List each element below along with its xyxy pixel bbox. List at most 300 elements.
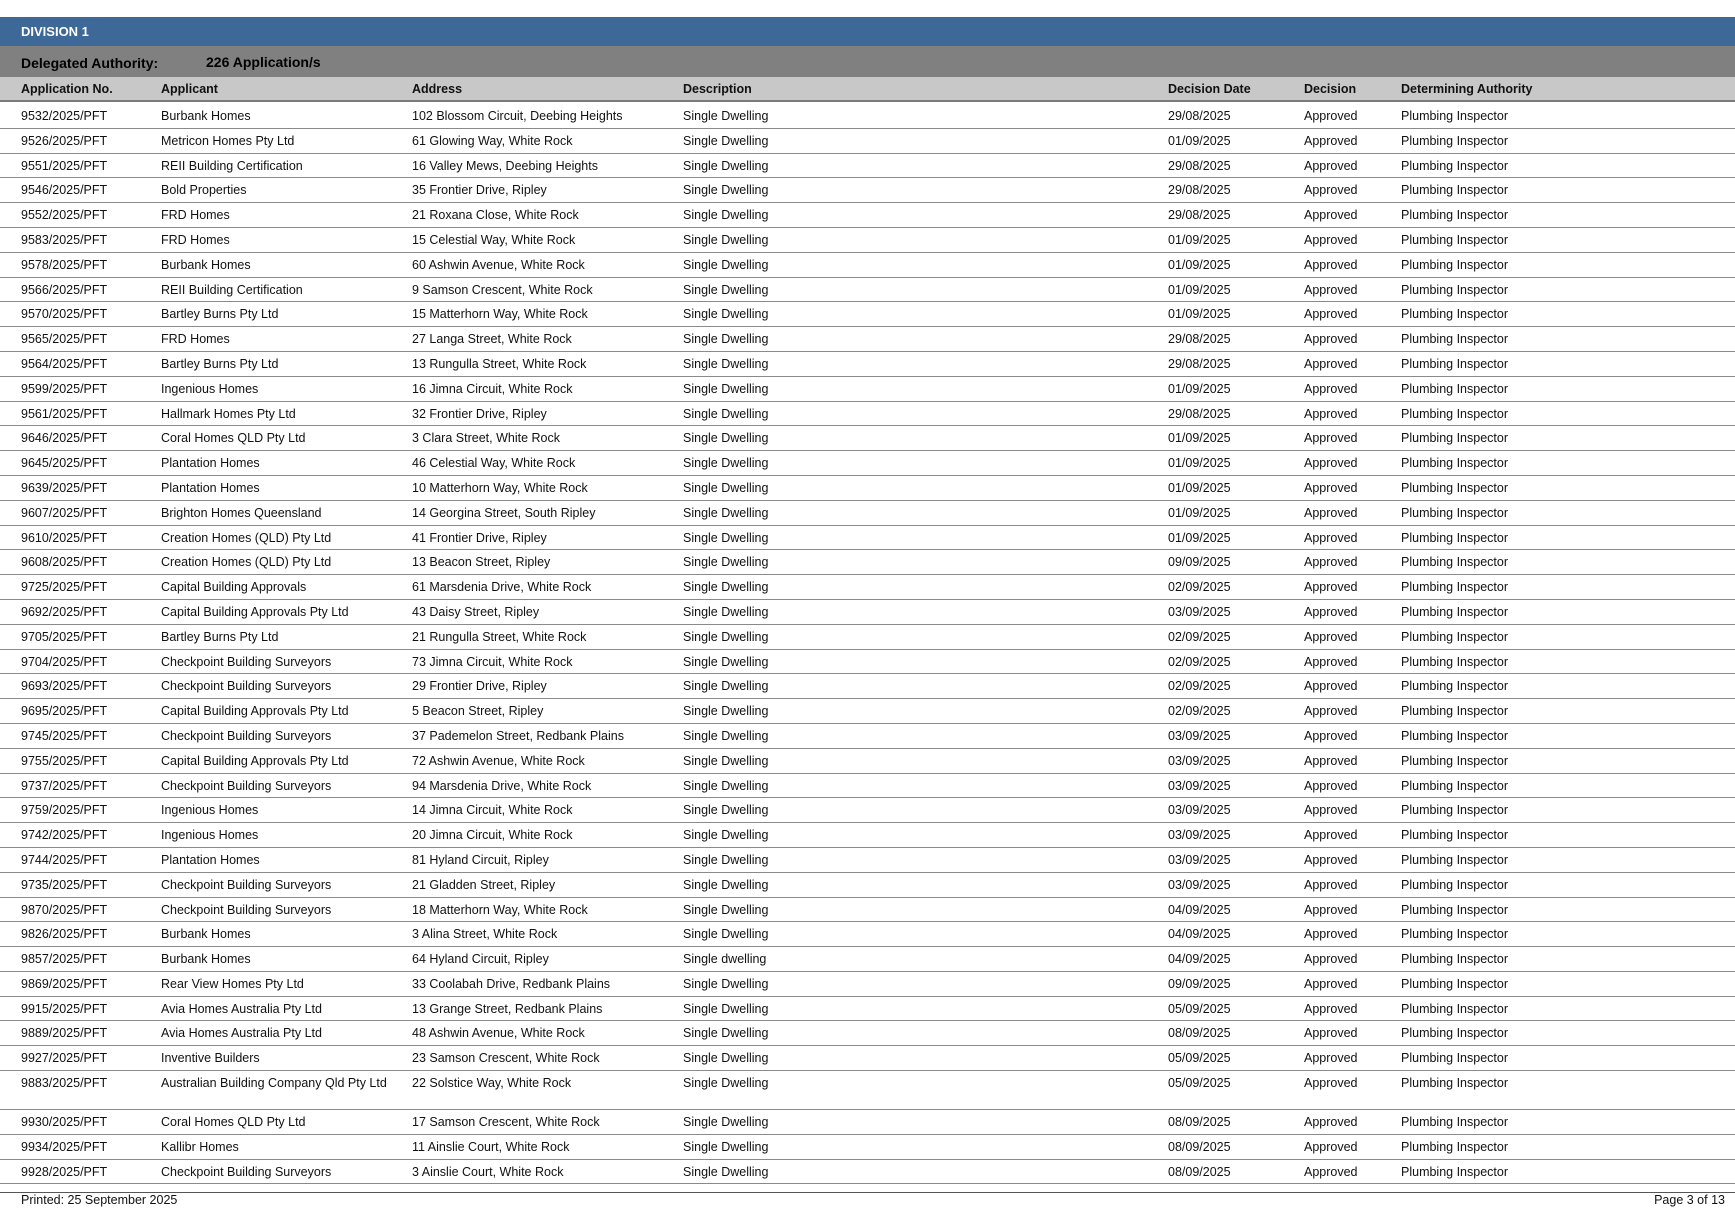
delegated-authority-bar [0,46,1735,77]
table-row [0,550,1735,575]
table-row [0,1110,1735,1135]
cell-description: Single Dwelling [683,505,769,520]
cell-applicant: Coral Homes QLD Pty Ltd [161,431,306,446]
cell-decision: Approved [1304,1076,1358,1091]
cell-applicant: Plantation Homes [161,852,260,867]
cell-description: Single Dwelling [683,232,769,247]
printed-date: Printed: 25 September 2025 [21,1193,178,1207]
cell-determining-authority: Plumbing Inspector [1401,456,1509,471]
cell-decision-date: 01/09/2025 [1168,381,1231,396]
cell-determining-authority: Plumbing Inspector [1401,828,1509,843]
cell-address: 18 Matterhorn Way, White Rock [412,902,588,917]
cell-determining-authority: Plumbing Inspector [1401,381,1509,396]
cell-application-no: 9704/2025/PFT [21,654,108,669]
table-row [0,575,1735,600]
cell-applicant: Capital Building Approvals Pty Ltd [161,704,349,719]
cell-decision-date: 01/09/2025 [1168,456,1231,471]
table-row [0,178,1735,203]
cell-decision-date: 03/09/2025 [1168,753,1231,768]
cell-determining-authority: Plumbing Inspector [1401,1076,1509,1091]
cell-application-no: 9532/2025/PFT [21,109,108,123]
cell-description: Single Dwelling [683,1026,769,1041]
cell-application-no: 9745/2025/PFT [21,728,108,743]
cell-decision: Approved [1304,381,1358,396]
cell-determining-authority: Plumbing Inspector [1401,332,1509,347]
table-row [0,1160,1735,1185]
cell-determining-authority: Plumbing Inspector [1401,1026,1509,1041]
cell-application-no: 9705/2025/PFT [21,629,108,644]
cell-application-no: 9561/2025/PFT [21,406,108,421]
cell-application-no: 9565/2025/PFT [21,332,108,347]
cell-determining-authority: Plumbing Inspector [1401,109,1509,123]
table-row [0,526,1735,551]
cell-decision: Approved [1304,456,1358,471]
cell-description: Single Dwelling [683,1076,769,1091]
cell-address: 21 Gladden Street, Ripley [412,877,556,892]
cell-address: 27 Langa Street, White Rock [412,332,572,347]
cell-decision-date: 08/09/2025 [1168,1139,1231,1154]
cell-address: 29 Frontier Drive, Ripley [412,679,547,694]
cell-address: 3 Ainslie Court, White Rock [412,1164,564,1179]
table-row [0,749,1735,774]
cell-application-no: 9608/2025/PFT [21,555,108,570]
table-row [0,253,1735,278]
cell-address: 41 Frontier Drive, Ripley [412,530,547,545]
cell-address: 32 Frontier Drive, Ripley [412,406,547,421]
cell-decision: Approved [1304,1115,1358,1130]
cell-determining-authority: Plumbing Inspector [1401,530,1509,545]
cell-description: Single Dwelling [683,803,769,818]
cell-applicant: Rear View Homes Pty Ltd [161,976,304,991]
cell-address: 23 Samson Crescent, White Rock [412,1051,600,1066]
cell-description: Single Dwelling [683,257,769,272]
cell-applicant: Hallmark Homes Pty Ltd [161,406,296,421]
cell-determining-authority: Plumbing Inspector [1401,728,1509,743]
division-title: DIVISION 1 [0,17,1735,46]
cell-description: Single Dwelling [683,728,769,743]
cell-decision-date: 02/09/2025 [1168,679,1231,694]
cell-determining-authority: Plumbing Inspector [1401,356,1509,371]
cell-applicant: Capital Building Approvals [161,580,307,595]
cell-applicant: Avia Homes Australia Pty Ltd [161,1026,322,1041]
table-row [0,476,1735,501]
cell-address: 11 Ainslie Court, White Rock [412,1139,570,1154]
table-row [0,501,1735,526]
cell-application-no: 9869/2025/PFT [21,976,108,991]
cell-decision: Approved [1304,282,1358,297]
cell-decision-date: 04/09/2025 [1168,952,1231,967]
cell-decision: Approved [1304,679,1358,694]
cell-decision-date: 03/09/2025 [1168,778,1231,793]
cell-application-no: 9570/2025/PFT [21,307,108,322]
cell-decision-date: 03/09/2025 [1168,803,1231,818]
cell-application-no: 9737/2025/PFT [21,778,108,793]
cell-description: Single Dwelling [683,109,769,123]
table-row [0,798,1735,823]
page-number: Page 3 of 13 [1654,1193,1725,1207]
cell-determining-authority: Plumbing Inspector [1401,803,1509,818]
cell-applicant: Burbank Homes [161,257,251,272]
cell-applicant: Capital Building Approvals Pty Ltd [161,604,349,619]
cell-address: 61 Glowing Way, White Rock [412,133,573,148]
table-row [0,426,1735,451]
table-row [0,278,1735,303]
cell-applicant: Creation Homes (QLD) Pty Ltd [161,555,332,570]
cell-determining-authority: Plumbing Inspector [1401,580,1509,595]
cell-application-no: 9564/2025/PFT [21,356,108,371]
table-row [0,327,1735,352]
cell-decision: Approved [1304,852,1358,867]
cell-description: Single Dwelling [683,902,769,917]
cell-decision: Approved [1304,480,1358,495]
cell-decision-date: 05/09/2025 [1168,1076,1231,1091]
cell-determining-authority: Plumbing Inspector [1401,133,1509,148]
table-row [0,1021,1735,1046]
table-row [0,898,1735,923]
cell-decision-date: 08/09/2025 [1168,1026,1231,1041]
cell-address: 64 Hyland Circuit, Ripley [412,952,549,967]
cell-application-no: 9915/2025/PFT [21,1001,108,1016]
cell-application-no: 9928/2025/PFT [21,1164,108,1179]
table-row [0,848,1735,873]
cell-application-no: 9646/2025/PFT [21,431,108,446]
cell-determining-authority: Plumbing Inspector [1401,183,1509,198]
cell-address: 43 Daisy Street, Ripley [412,604,540,619]
cell-description: Single Dwelling [683,1051,769,1066]
table-row [0,625,1735,650]
cell-decision-date: 04/09/2025 [1168,927,1231,942]
cell-determining-authority: Plumbing Inspector [1401,406,1509,421]
column-header-decision-date: Decision Date [1168,82,1251,96]
cell-determining-authority: Plumbing Inspector [1401,704,1509,719]
cell-description: Single Dwelling [683,753,769,768]
cell-address: 16 Jimna Circuit, White Rock [412,381,573,396]
cell-determining-authority: Plumbing Inspector [1401,1115,1509,1130]
cell-decision: Approved [1304,208,1358,223]
cell-decision-date: 29/08/2025 [1168,332,1231,347]
cell-applicant: Brighton Homes Queensland [161,505,322,520]
cell-address: 35 Frontier Drive, Ripley [412,183,547,198]
cell-description: Single Dwelling [683,158,769,173]
cell-determining-authority: Plumbing Inspector [1401,952,1509,967]
table-row [0,352,1735,377]
cell-decision: Approved [1304,580,1358,595]
cell-decision: Approved [1304,629,1358,644]
cell-application-no: 9578/2025/PFT [21,257,108,272]
cell-decision: Approved [1304,654,1358,669]
cell-description: Single dwelling [683,952,767,967]
footer-divider [0,1192,1735,1193]
cell-description: Single Dwelling [683,604,769,619]
cell-determining-authority: Plumbing Inspector [1401,1001,1509,1016]
cell-determining-authority: Plumbing Inspector [1401,902,1509,917]
cell-decision: Approved [1304,183,1358,198]
cell-applicant: Creation Homes (QLD) Pty Ltd [161,530,332,545]
cell-application-no: 9883/2025/PFT [21,1076,108,1091]
cell-decision: Approved [1304,927,1358,942]
table-row [0,377,1735,402]
cell-applicant: Checkpoint Building Surveyors [161,877,332,892]
cell-applicant: Checkpoint Building Surveyors [161,778,332,793]
cell-address: 60 Ashwin Avenue, White Rock [412,257,585,272]
cell-decision: Approved [1304,604,1358,619]
cell-decision-date: 01/09/2025 [1168,232,1231,247]
cell-application-no: 9857/2025/PFT [21,952,108,967]
cell-decision-date: 02/09/2025 [1168,704,1231,719]
table-row [0,600,1735,625]
cell-decision-date: 01/09/2025 [1168,282,1231,297]
cell-address: 73 Jimna Circuit, White Rock [412,654,573,669]
cell-address: 15 Celestial Way, White Rock [412,232,576,247]
cell-application-no: 9607/2025/PFT [21,505,108,520]
cell-determining-authority: Plumbing Inspector [1401,158,1509,173]
cell-applicant: Ingenious Homes [161,828,259,843]
cell-application-no: 9870/2025/PFT [21,902,108,917]
cell-decision-date: 29/08/2025 [1168,109,1231,123]
cell-applicant: Burbank Homes [161,927,251,942]
cell-address: 20 Jimna Circuit, White Rock [412,828,573,843]
cell-decision: Approved [1304,257,1358,272]
cell-address: 37 Pademelon Street, Redbank Plains [412,728,624,743]
cell-determining-authority: Plumbing Inspector [1401,282,1509,297]
cell-decision: Approved [1304,356,1358,371]
cell-applicant: Capital Building Approvals Pty Ltd [161,753,349,768]
cell-decision-date: 09/09/2025 [1168,555,1231,570]
table-row [0,203,1735,228]
applications-table-body [0,104,1735,1184]
cell-application-no: 9692/2025/PFT [21,604,108,619]
cell-decision: Approved [1304,505,1358,520]
cell-decision: Approved [1304,158,1358,173]
cell-decision: Approved [1304,1051,1358,1066]
cell-applicant: Checkpoint Building Surveyors [161,654,332,669]
table-row [0,922,1735,947]
cell-decision-date: 03/09/2025 [1168,604,1231,619]
table-row [0,402,1735,427]
cell-decision-date: 29/08/2025 [1168,356,1231,371]
cell-application-no: 9927/2025/PFT [21,1051,108,1066]
cell-address: 14 Georgina Street, South Ripley [412,505,596,520]
cell-application-no: 9930/2025/PFT [21,1115,108,1130]
cell-decision-date: 09/09/2025 [1168,976,1231,991]
cell-address: 102 Blossom Circuit, Deebing Heights [412,109,623,123]
cell-address: 17 Samson Crescent, White Rock [412,1115,600,1130]
cell-decision-date: 04/09/2025 [1168,902,1231,917]
cell-decision-date: 01/09/2025 [1168,307,1231,322]
cell-description: Single Dwelling [683,282,769,297]
cell-decision-date: 29/08/2025 [1168,208,1231,223]
cell-address: 81 Hyland Circuit, Ripley [412,852,549,867]
cell-applicant: REII Building Certification [161,282,303,297]
cell-description: Single Dwelling [683,580,769,595]
cell-determining-authority: Plumbing Inspector [1401,1051,1509,1066]
cell-decision-date: 29/08/2025 [1168,406,1231,421]
cell-applicant: FRD Homes [161,332,230,347]
cell-application-no: 9693/2025/PFT [21,679,108,694]
cell-description: Single Dwelling [683,1164,769,1179]
cell-description: Single Dwelling [683,1001,769,1016]
cell-description: Single Dwelling [683,307,769,322]
cell-application-no: 9552/2025/PFT [21,208,108,223]
cell-applicant: Burbank Homes [161,109,251,123]
cell-description: Single Dwelling [683,530,769,545]
cell-decision-date: 03/09/2025 [1168,728,1231,743]
column-header-address: Address [412,82,463,96]
column-header-decision: Decision [1304,82,1357,96]
cell-description: Single Dwelling [683,1115,769,1130]
cell-applicant: Checkpoint Building Surveyors [161,728,332,743]
cell-applicant: Coral Homes QLD Pty Ltd [161,1115,306,1130]
cell-decision: Approved [1304,232,1358,247]
cell-decision-date: 29/08/2025 [1168,183,1231,198]
cell-applicant: Australian Building Company Qld Pty Ltd [161,1076,387,1091]
cell-address: 94 Marsdenia Drive, White Rock [412,778,592,793]
cell-description: Single Dwelling [683,679,769,694]
cell-address: 10 Matterhorn Way, White Rock [412,480,588,495]
cell-decision: Approved [1304,803,1358,818]
cell-applicant: Burbank Homes [161,952,251,967]
cell-description: Single Dwelling [683,356,769,371]
cell-applicant: Checkpoint Building Surveyors [161,1164,332,1179]
column-header-application-no: Application No. [21,82,113,96]
cell-address: 9 Samson Crescent, White Rock [412,282,593,297]
application-count: 226 Application/s [206,54,321,70]
table-row [0,129,1735,154]
cell-determining-authority: Plumbing Inspector [1401,480,1509,495]
cell-decision-date: 08/09/2025 [1168,1164,1231,1179]
column-header-description: Description [683,82,752,96]
cell-decision: Approved [1304,902,1358,917]
cell-address: 14 Jimna Circuit, White Rock [412,803,573,818]
cell-address: 5 Beacon Street, Ripley [412,704,544,719]
cell-description: Single Dwelling [683,927,769,942]
cell-applicant: Bartley Burns Pty Ltd [161,629,279,644]
cell-decision: Approved [1304,555,1358,570]
cell-application-no: 9526/2025/PFT [21,133,108,148]
cell-decision: Approved [1304,332,1358,347]
cell-decision-date: 01/09/2025 [1168,431,1231,446]
cell-description: Single Dwelling [683,828,769,843]
cell-applicant: FRD Homes [161,208,230,223]
cell-applicant: Inventive Builders [161,1051,260,1066]
cell-decision: Approved [1304,952,1358,967]
table-row [0,1071,1735,1110]
cell-determining-authority: Plumbing Inspector [1401,1164,1509,1179]
cell-decision-date: 02/09/2025 [1168,580,1231,595]
cell-description: Single Dwelling [683,332,769,347]
table-row [0,104,1735,129]
cell-address: 16 Valley Mews, Deebing Heights [412,158,598,173]
cell-application-no: 9645/2025/PFT [21,456,108,471]
table-row [0,1135,1735,1160]
cell-application-no: 9934/2025/PFT [21,1139,108,1154]
cell-description: Single Dwelling [683,208,769,223]
cell-address: 22 Solstice Way, White Rock [412,1076,572,1091]
cell-determining-authority: Plumbing Inspector [1401,629,1509,644]
delegated-authority-label: Delegated Authority: [21,55,159,71]
cell-description: Single Dwelling [683,629,769,644]
cell-decision-date: 03/09/2025 [1168,828,1231,843]
cell-address: 48 Ashwin Avenue, White Rock [412,1026,585,1041]
table-header [0,77,1735,102]
cell-decision-date: 01/09/2025 [1168,530,1231,545]
cell-description: Single Dwelling [683,183,769,198]
cell-determining-authority: Plumbing Inspector [1401,232,1509,247]
cell-description: Single Dwelling [683,654,769,669]
cell-determining-authority: Plumbing Inspector [1401,208,1509,223]
cell-decision: Approved [1304,976,1358,991]
cell-determining-authority: Plumbing Inspector [1401,257,1509,272]
cell-description: Single Dwelling [683,456,769,471]
cell-decision-date: 01/09/2025 [1168,505,1231,520]
table-row [0,724,1735,749]
cell-address: 3 Clara Street, White Rock [412,431,560,446]
table-row [0,674,1735,699]
cell-description: Single Dwelling [683,778,769,793]
cell-application-no: 9889/2025/PFT [21,1026,108,1041]
table-row [0,774,1735,799]
cell-description: Single Dwelling [683,1139,769,1154]
cell-decision: Approved [1304,431,1358,446]
table-row [0,873,1735,898]
table-row [0,1046,1735,1071]
cell-application-no: 9546/2025/PFT [21,183,108,198]
cell-applicant: Avia Homes Australia Pty Ltd [161,1001,322,1016]
table-row [0,302,1735,327]
table-row [0,947,1735,972]
cell-decision: Approved [1304,1001,1358,1016]
column-header-determining-authority: Determining Authority [1401,82,1533,96]
cell-applicant: Bartley Burns Pty Ltd [161,307,279,322]
cell-decision: Approved [1304,753,1358,768]
cell-description: Single Dwelling [683,976,769,991]
cell-applicant: Bold Properties [161,183,247,198]
cell-applicant: Checkpoint Building Surveyors [161,679,332,694]
cell-decision: Approved [1304,728,1358,743]
table-row [0,451,1735,476]
cell-decision-date: 08/09/2025 [1168,1115,1231,1130]
cell-description: Single Dwelling [683,381,769,396]
cell-application-no: 9725/2025/PFT [21,580,108,595]
cell-determining-authority: Plumbing Inspector [1401,604,1509,619]
cell-determining-authority: Plumbing Inspector [1401,555,1509,570]
column-header-applicant: Applicant [161,82,218,96]
cell-applicant: Kallibr Homes [161,1139,239,1154]
cell-application-no: 9744/2025/PFT [21,852,108,867]
cell-decision: Approved [1304,1139,1358,1154]
table-row [0,699,1735,724]
cell-description: Single Dwelling [683,852,769,867]
cell-decision: Approved [1304,877,1358,892]
cell-applicant: Bartley Burns Pty Ltd [161,356,279,371]
cell-decision: Approved [1304,1164,1358,1179]
cell-decision-date: 05/09/2025 [1168,1001,1231,1016]
cell-determining-authority: Plumbing Inspector [1401,505,1509,520]
cell-decision-date: 02/09/2025 [1168,629,1231,644]
cell-address: 15 Matterhorn Way, White Rock [412,307,588,322]
cell-application-no: 9742/2025/PFT [21,828,108,843]
table-row [0,228,1735,253]
cell-applicant: REII Building Certification [161,158,303,173]
cell-determining-authority: Plumbing Inspector [1401,852,1509,867]
cell-applicant: FRD Homes [161,232,230,247]
cell-address: 13 Grange Street, Redbank Plains [412,1001,603,1016]
cell-address: 61 Marsdenia Drive, White Rock [412,580,592,595]
cell-application-no: 9551/2025/PFT [21,158,108,173]
cell-applicant: Metricon Homes Pty Ltd [161,133,295,148]
cell-description: Single Dwelling [683,480,769,495]
cell-determining-authority: Plumbing Inspector [1401,431,1509,446]
